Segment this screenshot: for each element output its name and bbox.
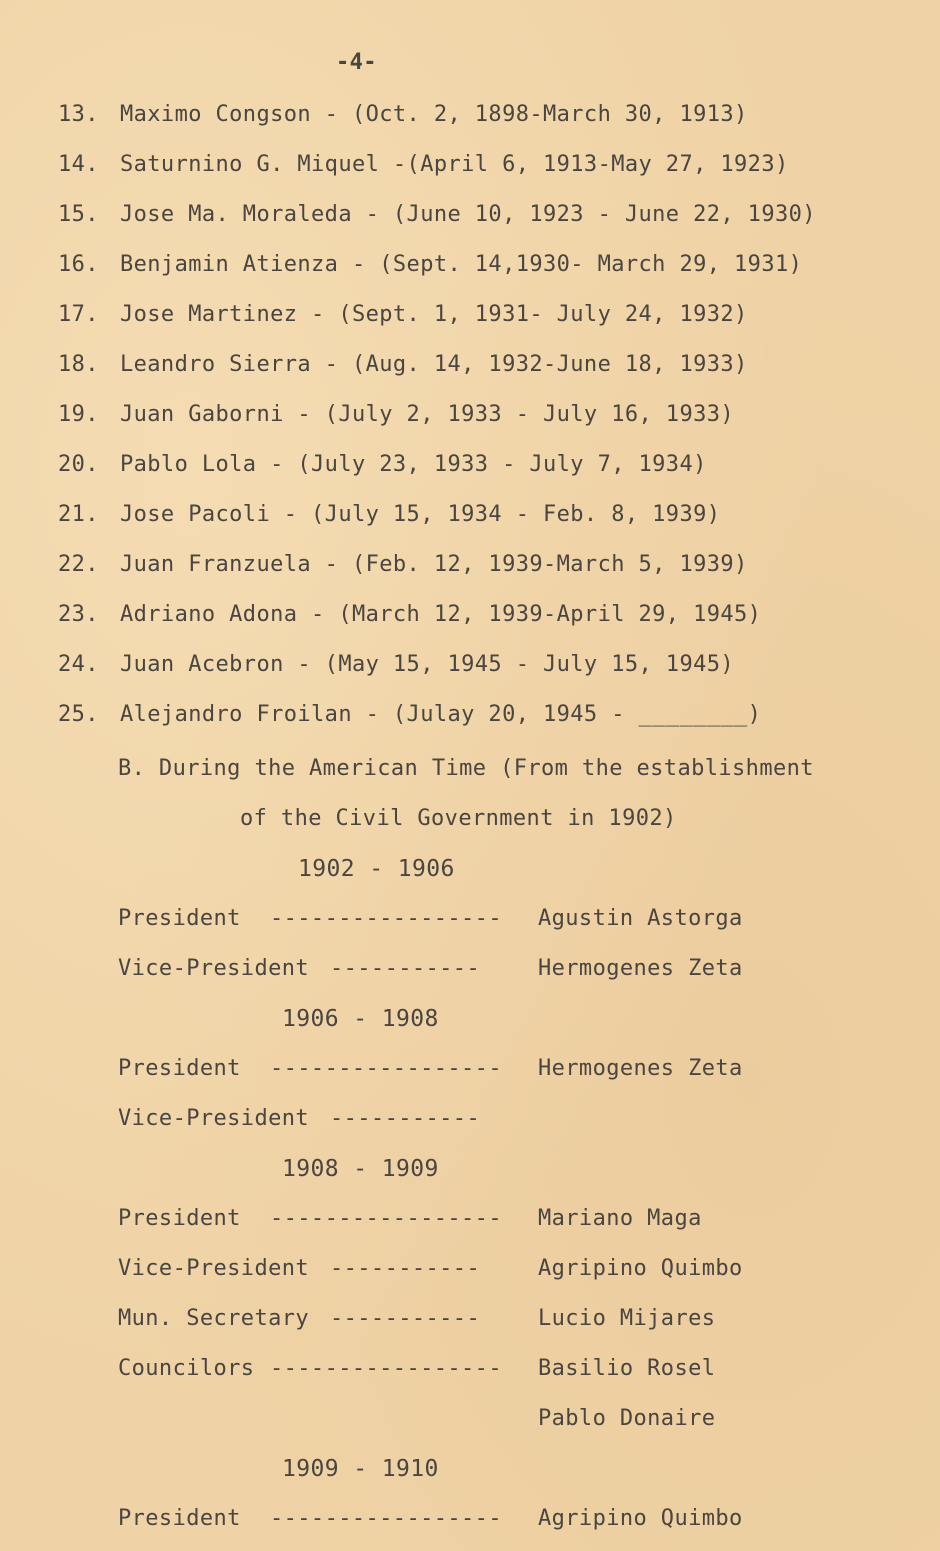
list-item-number: 19.: [58, 402, 99, 427]
period-years: 1909 - 1910: [282, 1456, 439, 1482]
list-item-number: 20.: [58, 452, 99, 477]
officer-role: Vice-President: [118, 1256, 310, 1281]
page-number: -4-: [336, 50, 377, 75]
list-item-text: Alejandro Froilan - (Julay 20, 1945 - ________): [120, 702, 762, 727]
list-item-text: Juan Acebron - (May 15, 1945 - July 15, 1945): [120, 652, 735, 677]
list-item-text: Jose Pacoli - (July 15, 1934 - Feb. 8, 1939): [120, 502, 721, 527]
officer-name: Lucio Mijares: [538, 1306, 716, 1331]
list-item-number: 13.: [58, 102, 99, 127]
list-item-text: Juan Franzuela - (Feb. 12, 1939-March 5, 1939): [120, 552, 748, 577]
leader-dashes: -----------: [330, 1106, 481, 1131]
leader-dashes: -----------: [330, 1306, 481, 1331]
officer-role: Vice-President: [118, 956, 310, 981]
leader-dashes: -----------------: [270, 1056, 502, 1081]
list-item-number: 16.: [58, 252, 99, 277]
list-item-number: 14.: [58, 152, 99, 177]
list-item-text: Saturnino G. Miquel -(April 6, 1913-May 27, 1923): [120, 152, 789, 177]
officer-name: Agustin Astorga: [538, 906, 743, 931]
list-item-number: 25.: [58, 702, 99, 727]
list-item-text: Jose Martinez - (Sept. 1, 1931- July 24, 1932): [120, 302, 748, 327]
officer-name: Pablo Donaire: [538, 1406, 716, 1431]
section-b-subheading: of the Civil Government in 1902): [240, 806, 677, 831]
list-item-number: 22.: [58, 552, 99, 577]
officer-role: Councilors: [118, 1356, 255, 1381]
officer-name: Agripino Quimbo: [538, 1506, 743, 1531]
list-item-text: Pablo Lola - (July 23, 1933 - July 7, 1934): [120, 452, 707, 477]
list-item-number: 15.: [58, 202, 99, 227]
leader-dashes: -----------: [330, 1256, 481, 1281]
officer-name: Mariano Maga: [538, 1206, 702, 1231]
list-item-number: 21.: [58, 502, 99, 527]
list-item-number: 24.: [58, 652, 99, 677]
list-item-number: 18.: [58, 352, 99, 377]
leader-dashes: -----------------: [270, 1506, 502, 1531]
leader-dashes: -----------: [330, 956, 481, 981]
period-years: 1908 - 1909: [282, 1156, 439, 1182]
officer-role: Mun. Secretary: [118, 1306, 310, 1331]
officer-role: President: [118, 1206, 241, 1231]
officer-role: President: [118, 1506, 241, 1531]
officer-role: President: [118, 906, 241, 931]
period-years: 1902 - 1906: [298, 856, 455, 882]
list-item-number: 23.: [58, 602, 99, 627]
list-item-text: Adriano Adona - (March 12, 1939-April 29, 1945): [120, 602, 762, 627]
list-item-text: Jose Ma. Moraleda - (June 10, 1923 - June 22, 1930): [120, 202, 816, 227]
list-item-text: Juan Gaborni - (July 2, 1933 - July 16, 1933): [120, 402, 735, 427]
officer-name: Hermogenes Zeta: [538, 956, 743, 981]
leader-dashes: -----------------: [270, 1206, 502, 1231]
section-b-heading: B. During the American Time (From the establishment: [118, 756, 814, 781]
list-item-number: 17.: [58, 302, 99, 327]
list-item-text: Leandro Sierra - (Aug. 14, 1932-June 18, 1933): [120, 352, 748, 377]
officer-name: Agripino Quimbo: [538, 1256, 743, 1281]
period-years: 1906 - 1908: [282, 1006, 439, 1032]
officer-role: President: [118, 1056, 241, 1081]
officer-name: Hermogenes Zeta: [538, 1056, 743, 1081]
officer-name: Basilio Rosel: [538, 1356, 716, 1381]
list-item-text: Maximo Congson - (Oct. 2, 1898-March 30, 1913): [120, 102, 748, 127]
leader-dashes: -----------------: [270, 906, 502, 931]
list-item-text: Benjamin Atienza - (Sept. 14,1930- March 29, 1931): [120, 252, 803, 277]
leader-dashes: -----------------: [270, 1356, 502, 1381]
officer-role: Vice-President: [118, 1106, 310, 1131]
